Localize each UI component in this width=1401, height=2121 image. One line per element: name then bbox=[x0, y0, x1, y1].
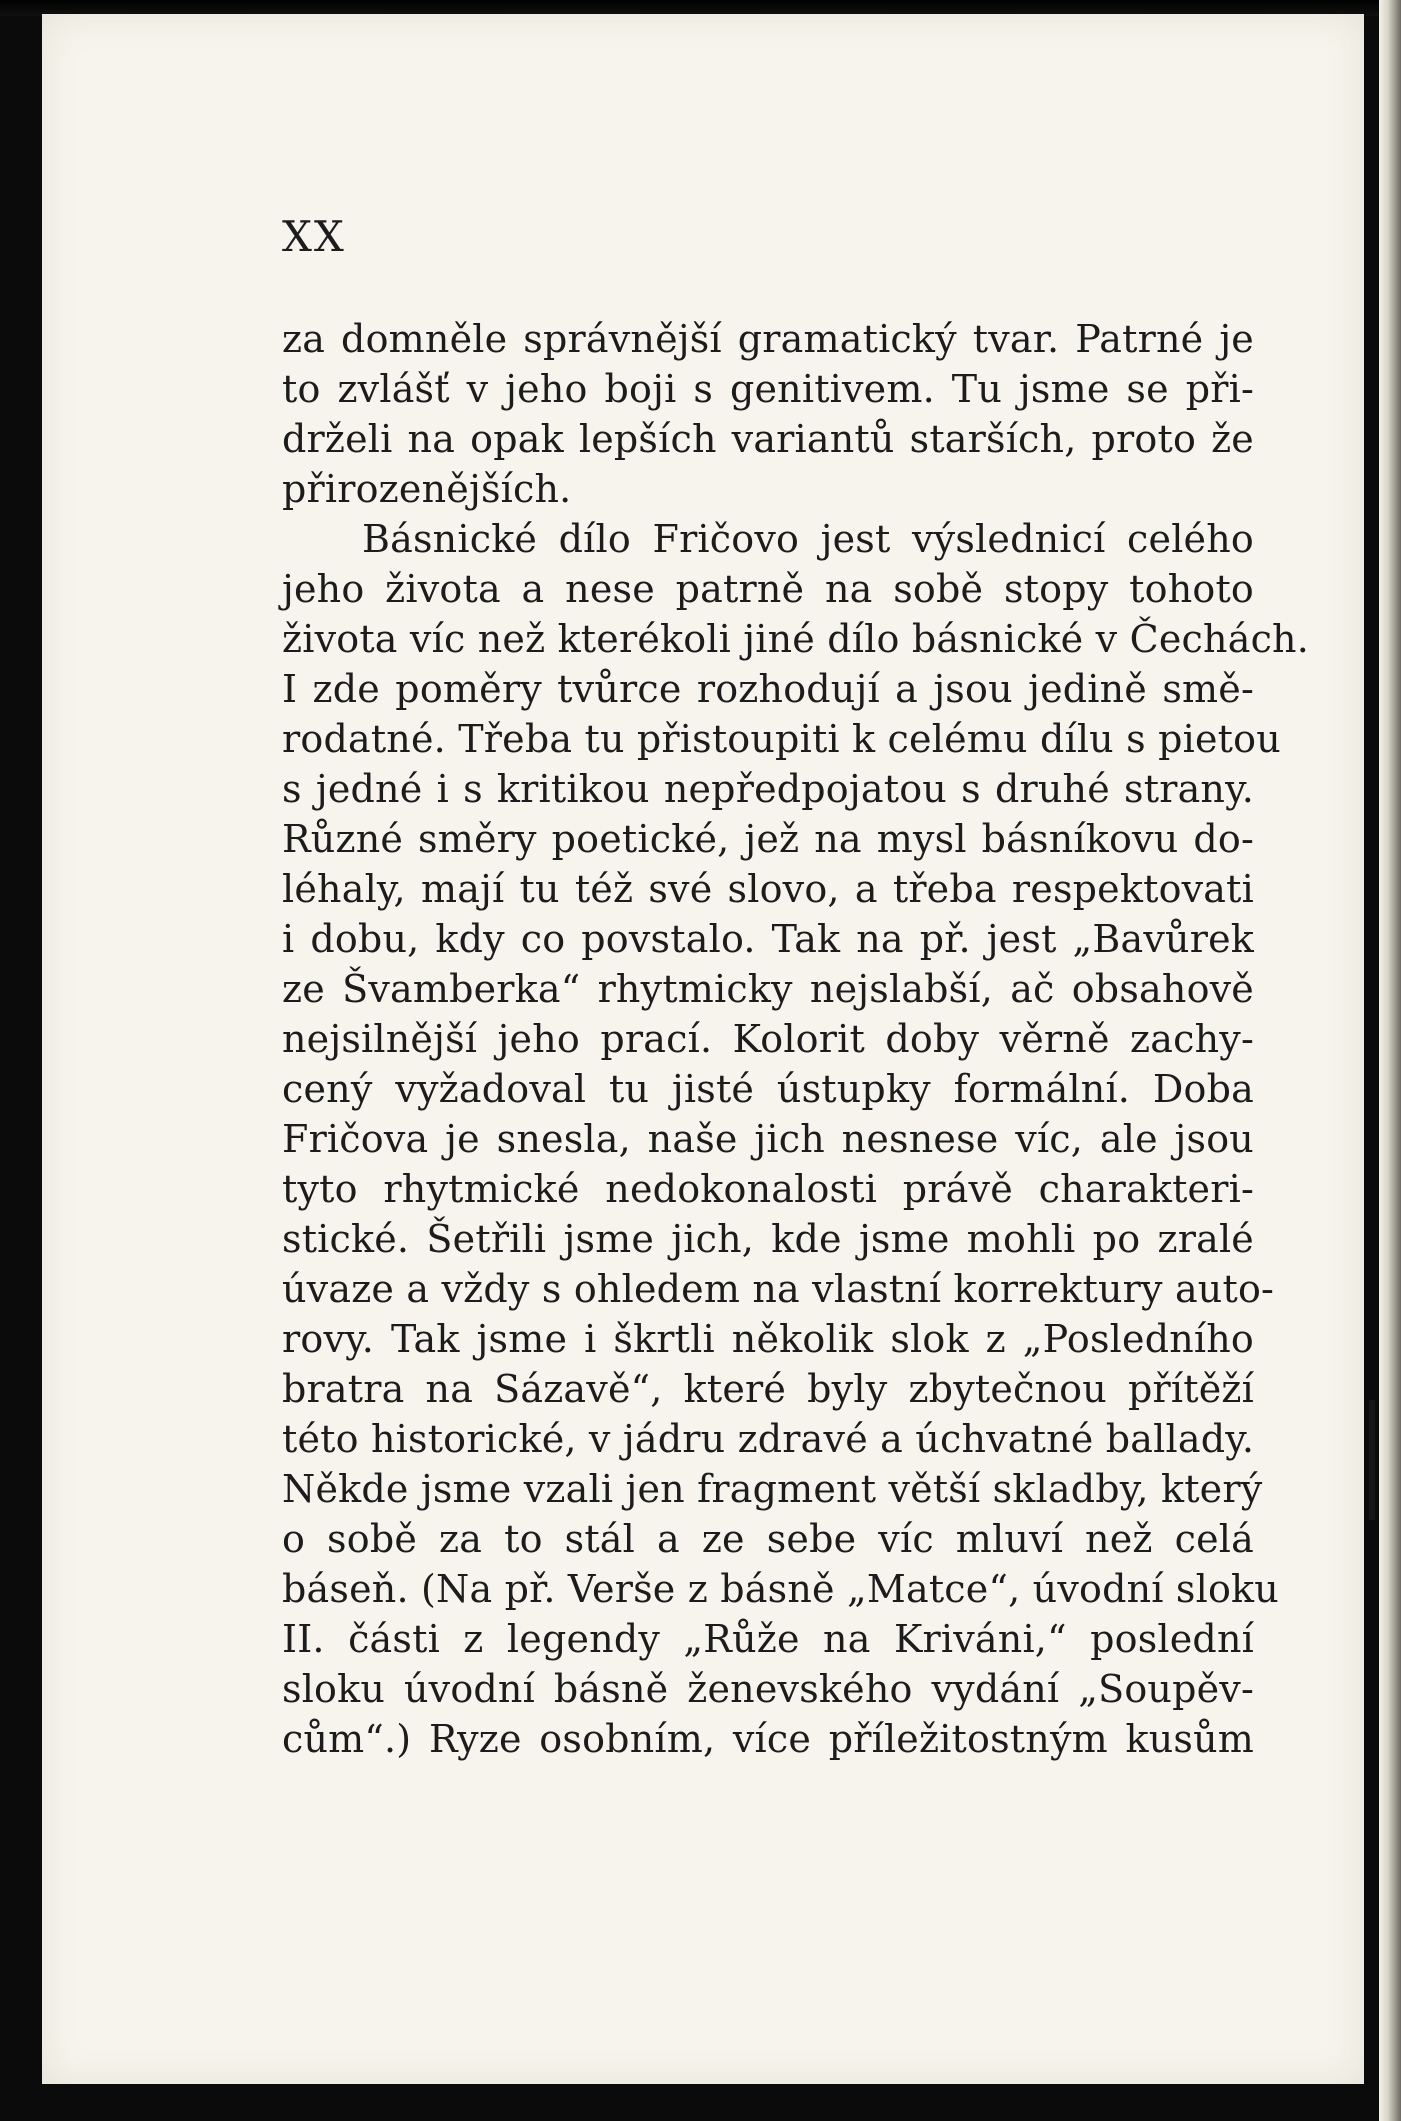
book-page bbox=[42, 14, 1364, 2084]
text-line: stické. Šetřili jsme jich, kde jsme mohli po zralé bbox=[282, 1217, 1254, 1261]
text-line: cům“.) Ryze osobním, více příležitostným kusům bbox=[282, 1717, 1254, 1761]
text-line: cený vyžadoval tu jisté ústupky formální. Doba bbox=[282, 1067, 1254, 1111]
text-line: života víc než kterékoli jiné dílo básnické v Čechách. bbox=[282, 617, 1310, 661]
text-line: této historické, v jádru zdravé a úchvatné ballady. bbox=[282, 1417, 1255, 1461]
text-line: ze Švamberka“ rhytmicky nejslabší, ač obsahově bbox=[282, 967, 1254, 1011]
body-text bbox=[282, 314, 1310, 1764]
text-line: rodatné. Třeba tu přistoupiti k celému dílu s pietou bbox=[282, 717, 1281, 761]
text-line: o sobě za to stál a ze sebe víc mluví než celá bbox=[282, 1517, 1254, 1561]
binding-mark bbox=[1369, 1400, 1375, 1520]
text-line-paragraph-start: Básnické dílo Fričovo jest výslednicí celého bbox=[362, 517, 1254, 561]
text-line: I zde poměry tvůrce rozhodují a jsou jedině smě- bbox=[282, 667, 1254, 711]
text-line: rovy. Tak jsme i škrtli několik slok z „Posledního bbox=[282, 1317, 1254, 1361]
page-edge bbox=[1379, 0, 1401, 2121]
page-number: XX bbox=[282, 212, 346, 261]
text-line: sloku úvodní básně ženevského vydání „Soupěv- bbox=[282, 1667, 1254, 1711]
text-line: i dobu, kdy co povstalo. Tak na př. jest „Bavůrek bbox=[282, 917, 1254, 961]
text-line: s jedné i s kritikou nepředpojatou s druhé strany. bbox=[282, 767, 1254, 811]
text-line: báseň. (Na př. Verše z básně „Matce“, úvodní sloku bbox=[282, 1567, 1279, 1611]
text-line: jeho života a nese patrně na sobě stopy tohoto bbox=[282, 567, 1254, 611]
text-line: to zvlášť v jeho boji s genitivem. Tu jsme se při- bbox=[282, 367, 1254, 411]
text-line: úvaze a vždy s ohledem na vlastní korrektury auto- bbox=[282, 1267, 1275, 1311]
text-line: tyto rhytmické nedokonalosti právě charakteri- bbox=[282, 1167, 1254, 1211]
text-line: za domněle správnější gramatický tvar. Patrné je bbox=[282, 317, 1254, 361]
text-line: léhaly, mají tu též své slovo, a třeba respektovati bbox=[282, 867, 1254, 911]
text-line: nejsilnější jeho prací. Kolorit doby věrně zachy- bbox=[282, 1017, 1254, 1061]
text-line: Někde jsme vzali jen fragment větší skladby, který bbox=[282, 1467, 1263, 1511]
text-line: Různé směry poetické, jež na mysl básníkovu do- bbox=[282, 817, 1254, 861]
text-line: drželi na opak lepších variantů starších, proto že bbox=[282, 417, 1254, 461]
text-line: II. části z legendy „Růže na Kriváni,“ poslední bbox=[282, 1617, 1254, 1661]
text-line: přirozenějších. bbox=[282, 467, 572, 511]
text-line: bratra na Sázavě“, které byly zbytečnou přítěží bbox=[282, 1367, 1254, 1411]
text-line: Fričova je snesla, naše jich nesnese víc, ale jsou bbox=[282, 1117, 1254, 1161]
